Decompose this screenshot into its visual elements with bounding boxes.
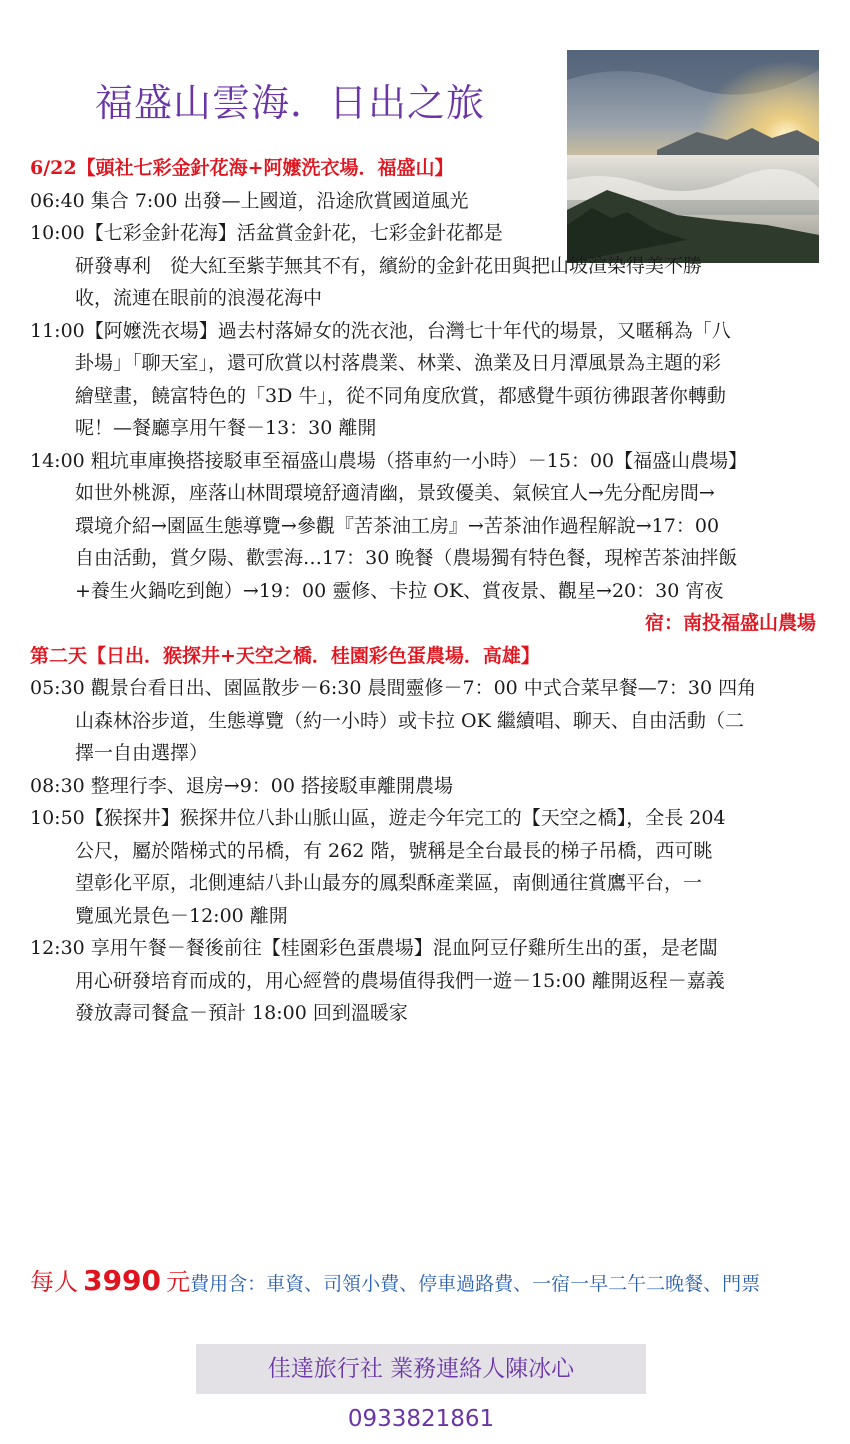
itinerary-line: 12:30 享用午餐－餐後前往【桂園彩色蛋農場】混血阿豆仔雞所生出的蛋，是老闆 <box>30 937 718 959</box>
itinerary-line: 發放壽司餐盒－預計 18:00 回到溫暖家 <box>75 1002 408 1024</box>
itinerary <box>30 152 830 1030</box>
itinerary-line: 望彰化平原，北側連結八卦山最夯的鳳梨酥產業區，南側通往賞鷹平台，一 <box>75 872 703 894</box>
itinerary-line: 自由活動，賞夕陽、歡雲海…17：30 晚餐（農場獨有特色餐，現榨苦茶油拌飯 <box>75 547 738 569</box>
itinerary-line: 呢！—餐廳享用午餐－13：30 離開 <box>75 417 377 439</box>
itinerary-line: 卦場」「聊天室」，還可欣賞以村落農業、林業、漁業及日月潭風景為主題的彩 <box>75 352 722 374</box>
itinerary-line: 用心研發培育而成的，用心經營的農場值得我們一遊－15:00 離開返程－嘉義 <box>75 969 725 992</box>
itinerary-line: 覽風光景色－12:00 離開 <box>75 904 288 927</box>
itinerary-line: 擇一自由選擇） <box>75 742 209 764</box>
price-line <box>30 1262 760 1297</box>
itinerary-line: 收，流連在眼前的浪漫花海中 <box>75 287 323 309</box>
itinerary-line: 環境介紹→園區生態導覽→參觀『苦茶油工房』→苦茶油作過程解說→17：00 <box>75 514 720 537</box>
price-unit: 元 <box>166 1268 191 1296</box>
itinerary-line: 研發專利 從大紅至紫芋無其不有，繽紛的金針花田與把山坡渲染得美不勝 <box>75 254 703 277</box>
itinerary-line: 05:30 觀景台看日出、園區散步－6:30 晨間靈修－7：00 中式合菜早餐—7：30 四角 <box>30 677 757 699</box>
page-title: 福盛山雲海．日出之旅 <box>95 81 486 125</box>
price-includes-note: 費用含：車資、司領小費、停車過路費、一宿一早二午二晚餐、門票 <box>190 1273 761 1295</box>
itinerary-line: 如世外桃源，座落山林間環境舒適清幽，景致優美、氣候宜人→先分配房間→ <box>75 482 715 504</box>
itinerary-line: 公尺，屬於階梯式的吊橋，有 262 階，號稱是全台最長的梯子吊橋，西可眺 <box>75 839 713 862</box>
itinerary-line: 山森林浴步道，生態導覽（約一小時）或卡拉 OK 繼續唱、聊天、自由活動（二 <box>75 709 744 732</box>
itinerary-line: 06:40 集合 7:00 出發—上國道，沿途欣賞國道風光 <box>30 189 469 212</box>
day1-heading: 6/22【頭社七彩金針花海+阿嬤洗衣場．福盛山】 <box>30 157 454 179</box>
price-label: 每人 <box>30 1268 78 1296</box>
itinerary-line: 11:00【阿嬤洗衣場】過去村落婦女的洗衣池，台灣七十年代的場景，又暱稱為「八 <box>30 319 731 342</box>
itinerary-line: 10:00【七彩金針花海】活盆賞金針花，七彩金針花都是 <box>30 222 503 244</box>
itinerary-line: 14:00 粗坑車庫換搭接駁車至福盛山農場（搭車約一小時）－15：00【福盛山農場】 <box>30 449 748 472</box>
itinerary-line: +養生火鍋吃到飽）→19：00 靈修、卡拉 OK、賞夜景、觀星→20：30 宵夜 <box>75 579 724 602</box>
day1-accommodation: 宿：南投福盛山農場 <box>644 612 816 634</box>
agency-contact: 佳達旅行社 業務連絡人陳冰心 0933821861 <box>196 1344 646 1394</box>
itinerary-line: 10:50【猴探井】猴探井位八卦山脈山區，遊走今年完工的【天空之橋】，全長 204 <box>30 807 726 829</box>
itinerary-line: 繪壁畫，饒富特色的「3D 牛」，從不同角度欣賞，都感覺牛頭彷彿跟著你轉動 <box>75 384 726 407</box>
price-amount: 3990 <box>83 1264 162 1297</box>
day2-heading: 第二天【日出．猴探井+天空之橋．桂園彩色蛋農場．高雄】 <box>30 644 540 667</box>
itinerary-line: 08:30 整理行李、退房→9：00 搭接駁車離開農場 <box>30 774 454 797</box>
